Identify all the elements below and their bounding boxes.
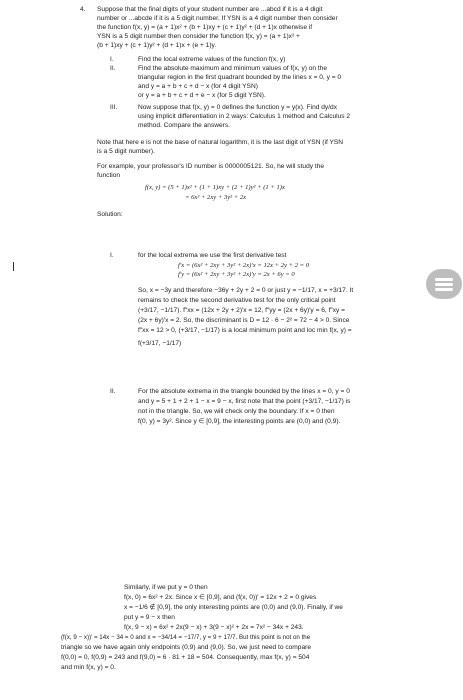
continued-line: and min f(x, y) = 0. (61, 664, 116, 671)
grip-line (435, 283, 453, 286)
continued-line: Similarly, if we put y = 0 then (124, 584, 208, 591)
note-line: Note that here e is not the base of natural logarithm, it is the last digit of YSN (if YSN (97, 139, 344, 146)
scroll-handle[interactable] (426, 269, 462, 299)
continued-line: f(x, 9 − x) = 6x² + 2x(9 − x) + 3(9 − x)² + 2x = 7x² − 34x + 243. (124, 624, 304, 631)
continued-line: x = −1/6 ∉ [0,9], the only interesting points are (0,0) and (9,0). Finally, if we (124, 604, 343, 611)
solution-part-number: II. (110, 388, 116, 395)
solution-line: remains to check the second derivative test for the only critical point (138, 297, 336, 304)
part-line: triangular region in the first quadrant bounded by the lines x = 0, y = 0 (138, 74, 342, 81)
solution-line: for the local extrema we use the first derivative test (138, 252, 287, 259)
intro-line: number or ...abcde if it is a 5 digit number. If YSN is a 4 digit number then consider (97, 15, 338, 22)
solution-line: not in the triangle. So, we will check only the boundary. If x = 0 then (138, 408, 335, 415)
continued-line: put y = 9 − x then (124, 614, 175, 621)
part-line: or y = a + b + c + d + e − x (for 5 digit YSN). (138, 92, 266, 99)
part-number: I. (110, 56, 114, 63)
part-line: Find the local extreme values of the function f(x, y) (138, 56, 286, 63)
part-line: Find the absolute maximum and minimum values of f(x, y) on the (138, 65, 328, 72)
example-function: = 6x² + 2xy + 3y² + 2x (185, 194, 247, 201)
example-function: f(x, y) = (5 + 1)x² + (1 + 1)xy + (2 + 1)y² + (1 + 1)x (145, 184, 285, 191)
intro-line: the function f(x, y) = (a + 1)x² + (b + 1)xy + (c + 1)y² + (d + 1)x otherwise if (97, 24, 313, 31)
solution-line: (2x + 6y)′x = 2. So, the discriminant is D = 12 · 6 − 2² = 72 − 4 > 0. Since (138, 317, 350, 324)
solution-line: So, x = −3y and therefore −36y + 2y + 2 = 0 or just y = −1/17, x = +3/17. It (138, 287, 354, 294)
solution-line: f(0, y) = 3y². Since y ∈ [0,9], the interesting points are (0,0) and (0,9). (138, 418, 341, 425)
question-number: 4. (80, 6, 86, 13)
continued-line: f(x, 0) = 6x² + 2x. Since x ∈ [0,9], and (f(x, 0))′ = 12x + 2 = 0 gives (124, 594, 317, 601)
continued-line: f(0,0) = 0, f(0,9) = 243 and f(9,0) = 6 · 81 + 18 = 504. Consequently, max f(x, y) = 504 (61, 654, 310, 661)
text-cursor (13, 262, 14, 271)
solution-line: (+3/17, −1/17). f″xx = (12x + 2y + 2)′x = 12, f″yy = (2x + 6y)′y = 6, f″xy = (138, 307, 346, 314)
solution-part-number: I. (110, 252, 114, 259)
part-number: III. (110, 104, 118, 111)
grip-line (435, 288, 453, 291)
part-number: II. (110, 65, 116, 72)
intro-line: (b + 1)xy + (c + 1)y² + (d + 1)x + (e + 1)y. (97, 42, 217, 49)
note-line: is a 5 digit number). (97, 148, 155, 155)
solution-line: and y = 5 + 1 + 2 + 1 − x = 9 − x, first note that the point (+3/17, −1/17) is (138, 398, 351, 405)
continued-line: (f(x, 9 − x))′ = 14x − 34 = 0 and x = −34/14 = −17/7, y = 9 + 17/7. But this point is not on the (61, 634, 311, 641)
solution-line: f(+3/17, −1/17) (138, 340, 182, 347)
solution-equation: f′x = (6x² + 2xy + 3y² + 2x)′x = 12x + 2y + 2 = 0 (178, 262, 310, 269)
solution-line: f″xx = 12 > 0, (+3/17, −1/17) is a local minimum point and loc min f(x, y) = (138, 327, 352, 334)
solution-label: Solution: (97, 211, 123, 218)
continued-line: triangle so we have again only endpoints (0,9) and (9,0). So, we just need to compare (61, 644, 311, 651)
part-line: using implicit differentiation in 2 ways: Calculus 1 method and Calculus 2 (138, 113, 351, 120)
example-line: function (97, 172, 121, 179)
solution-line: For the absolute extrema in the triangle bounded by the lines x = 0, y = 0 (138, 388, 350, 395)
solution-equation: f′y = (6x² + 2xy + 3y² + 2x)′y = 2x + 6y = 0 (178, 271, 295, 278)
intro-line: Suppose that the final digits of your student number are ...abcd if it is a 4 digit (97, 6, 323, 13)
example-line: For example, your professor's ID number is 0000005121. So, he will study the (97, 163, 325, 170)
part-line: Now suppose that f(x, y) = 0 defines the function y = y(x). Find dy/dx (138, 104, 338, 111)
grip-line (435, 278, 453, 281)
part-line: and y = a + b + c + d − x (for 4 digit YSN) (138, 83, 258, 90)
part-line: method. Compare the answers. (138, 122, 230, 129)
intro-line: YSN is a 5 digit number then consider the function f(x, y) = (a + 1)x² + (97, 33, 300, 40)
